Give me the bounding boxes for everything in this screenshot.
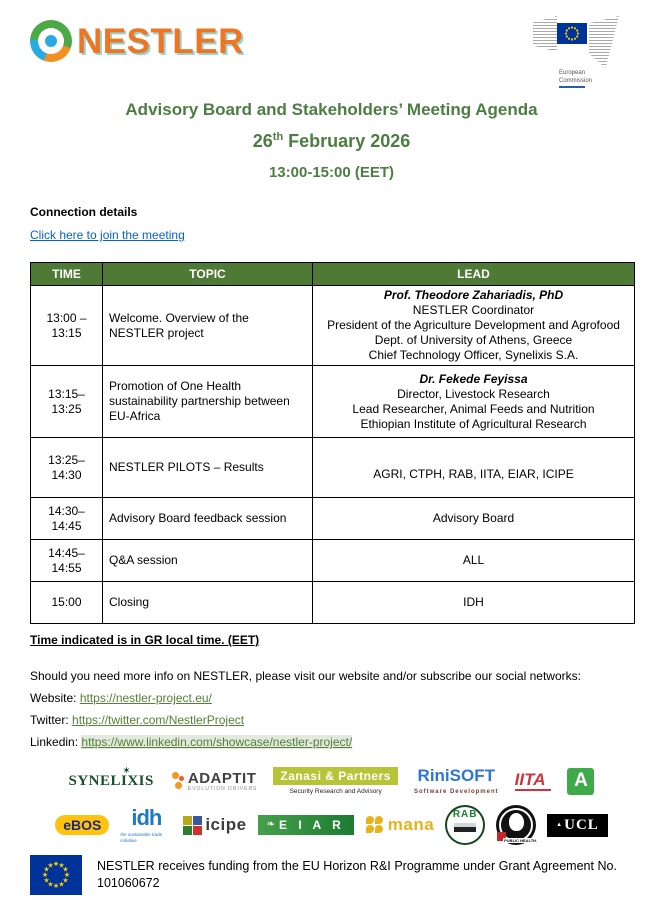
mana-logo: mana [365, 815, 434, 835]
twitter-label: Twitter: [30, 713, 69, 727]
partner-logos-row-1 [30, 763, 633, 799]
dome-icon: ▲ [556, 822, 563, 828]
col-header-time: TIME [31, 263, 103, 286]
icipe-squares-icon [183, 816, 202, 835]
svg-text:★: ★ [52, 882, 60, 890]
social-intro: Should you need more info on NESTLER, please visit our website and/or subscribe our social networks: [30, 669, 581, 683]
star-icon: ✶ [123, 765, 131, 775]
eiar-logo: ❧ E I A R [258, 815, 354, 835]
col-header-lead: LEAD [313, 263, 635, 286]
lead-cell: Dr. Fekede Feyissa Director, Livestock Research Lead Researcher, Animal Feeds and Nutrition Ethiopian Institute of Agricultural Research [313, 366, 635, 438]
website-line [30, 687, 633, 709]
website-link[interactable]: https://nestler-project.eu/ [79, 691, 212, 705]
nestler-logo [30, 20, 244, 62]
svg-text:★: ★ [47, 880, 54, 889]
svg-text:★: ★ [58, 861, 65, 870]
topic-cell: NESTLER PILOTS – Results [103, 438, 313, 498]
partner-logos-row-2 [30, 803, 633, 847]
twitter-line [30, 709, 633, 731]
funding-footer [30, 855, 633, 900]
topic-cell: Q&A session [103, 540, 313, 582]
gorilla-icon: PUBLIC HEALTH. [496, 805, 536, 845]
eu-flag-small-icon [557, 23, 587, 44]
ctph-logo [496, 805, 536, 845]
european-commission-logo [533, 16, 633, 88]
lead-cell: ALL [313, 540, 635, 582]
svg-text:★: ★ [43, 865, 50, 874]
svg-text:★: ★ [63, 871, 71, 879]
table-row [31, 582, 635, 624]
document-header [30, 20, 633, 88]
time-cell: 15:00 [31, 582, 103, 624]
table-row [31, 286, 635, 366]
adaptit-logo: ADAPTIT EVOLUTION DRIVERS [170, 771, 258, 792]
topic-cell: Advisory Board feedback session [103, 498, 313, 540]
table-row [31, 498, 635, 540]
table-header-row [31, 263, 635, 286]
connection-details-label: Connection details [30, 205, 138, 219]
page-title: Advisory Board and Stakeholders’ Meeting Agenda [125, 100, 538, 119]
ucl-logo: ▲ UCL [547, 814, 608, 837]
rab-logo: RAB [445, 805, 485, 845]
nestler-wordmark: NESTLER [77, 21, 244, 61]
social-section [30, 665, 633, 753]
leaf-icon: ❧ [266, 819, 275, 830]
partner-logos [30, 763, 633, 847]
linkedin-link[interactable]: https://www.linkedin.com/showcase/nestler-project/ [81, 735, 353, 749]
clover-icon [365, 815, 385, 835]
col-header-topic: TOPIC [103, 263, 313, 286]
ec-stripes-right-icon [589, 16, 619, 68]
lead-cell: AGRI, CTPH, RAB, IITA, EIAR, ICIPE [313, 438, 635, 498]
ec-stripes-left-icon [533, 16, 557, 52]
linkedin-label: Linkedin: [30, 735, 79, 749]
topic-cell: Promotion of One Health sustainability partnership between EU-Africa [103, 366, 313, 438]
lead-cell: Advisory Board [313, 498, 635, 540]
icipe-logo: icipe [183, 815, 246, 835]
a-square-logo: A [567, 768, 594, 795]
adaptit-dots-icon [170, 771, 185, 791]
rinisoft-logo: RiniSOFT Software Development [413, 766, 499, 795]
iita-logo: IITA [515, 771, 552, 792]
eu-flag-icon [30, 855, 82, 900]
funding-statement: NESTLER receives funding from the EU Horizon R&I Programme under Grant Agreement No. 101060672 [97, 859, 617, 890]
linkedin-line [30, 731, 633, 753]
table-row [31, 540, 635, 582]
nestler-circle-icon [30, 20, 72, 62]
lead-cell: IDH [313, 582, 635, 624]
table-row [31, 438, 635, 498]
time-cell: 13:15– 13:25 [31, 366, 103, 438]
time-cell: 14:30– 14:45 [31, 498, 103, 540]
topic-cell: Welcome. Overview of the NESTLER project [103, 286, 313, 366]
twitter-link[interactable]: https://twitter.com/NestlerProject [72, 713, 245, 727]
join-meeting-link[interactable]: Click here to join the meeting [30, 228, 185, 242]
ec-label: European Commission [559, 70, 593, 84]
idh-logo: idh the sustainable trade initiative [120, 804, 163, 843]
time-cell: 13:00 – 13:15 [31, 286, 103, 366]
table-row [31, 366, 635, 438]
agenda-table [30, 262, 635, 624]
svg-text:★: ★ [62, 876, 69, 885]
lead-cell: Prof. Theodore Zahariadis, PhD NESTLER Coordinator President of the Agriculture Development and Agrofood Dept. of University of Athens, Greece Chief Technology Officer, Synelixis S.A. [313, 286, 635, 366]
time-cell: 13:25– 14:30 [31, 438, 103, 498]
meeting-date: 26th February 2026 [252, 131, 411, 151]
timezone-footnote: Time indicated is in GR local time. (EET) [30, 633, 260, 647]
svg-text:★: ★ [52, 860, 60, 868]
synelixis-logo: SYNELIXIS ✶ [68, 765, 154, 789]
rab-landscape-icon [454, 823, 476, 832]
svg-text:★: ★ [58, 880, 65, 889]
ec-underline [559, 86, 585, 88]
time-cell: 14:45– 14:55 [31, 540, 103, 582]
svg-text:★: ★ [43, 876, 50, 885]
svg-text:★: ★ [41, 871, 49, 879]
topic-cell: Closing [103, 582, 313, 624]
meeting-time: 13:00-15:00 (EET) [268, 164, 395, 181]
svg-text:★: ★ [62, 865, 69, 874]
svg-text:★: ★ [47, 861, 54, 870]
zanasi-partners-logo: Zanasi & Partners Security Research and Advisory [273, 767, 398, 796]
ebos-logo: eBOS [55, 815, 109, 835]
website-label: Website: [30, 691, 77, 705]
